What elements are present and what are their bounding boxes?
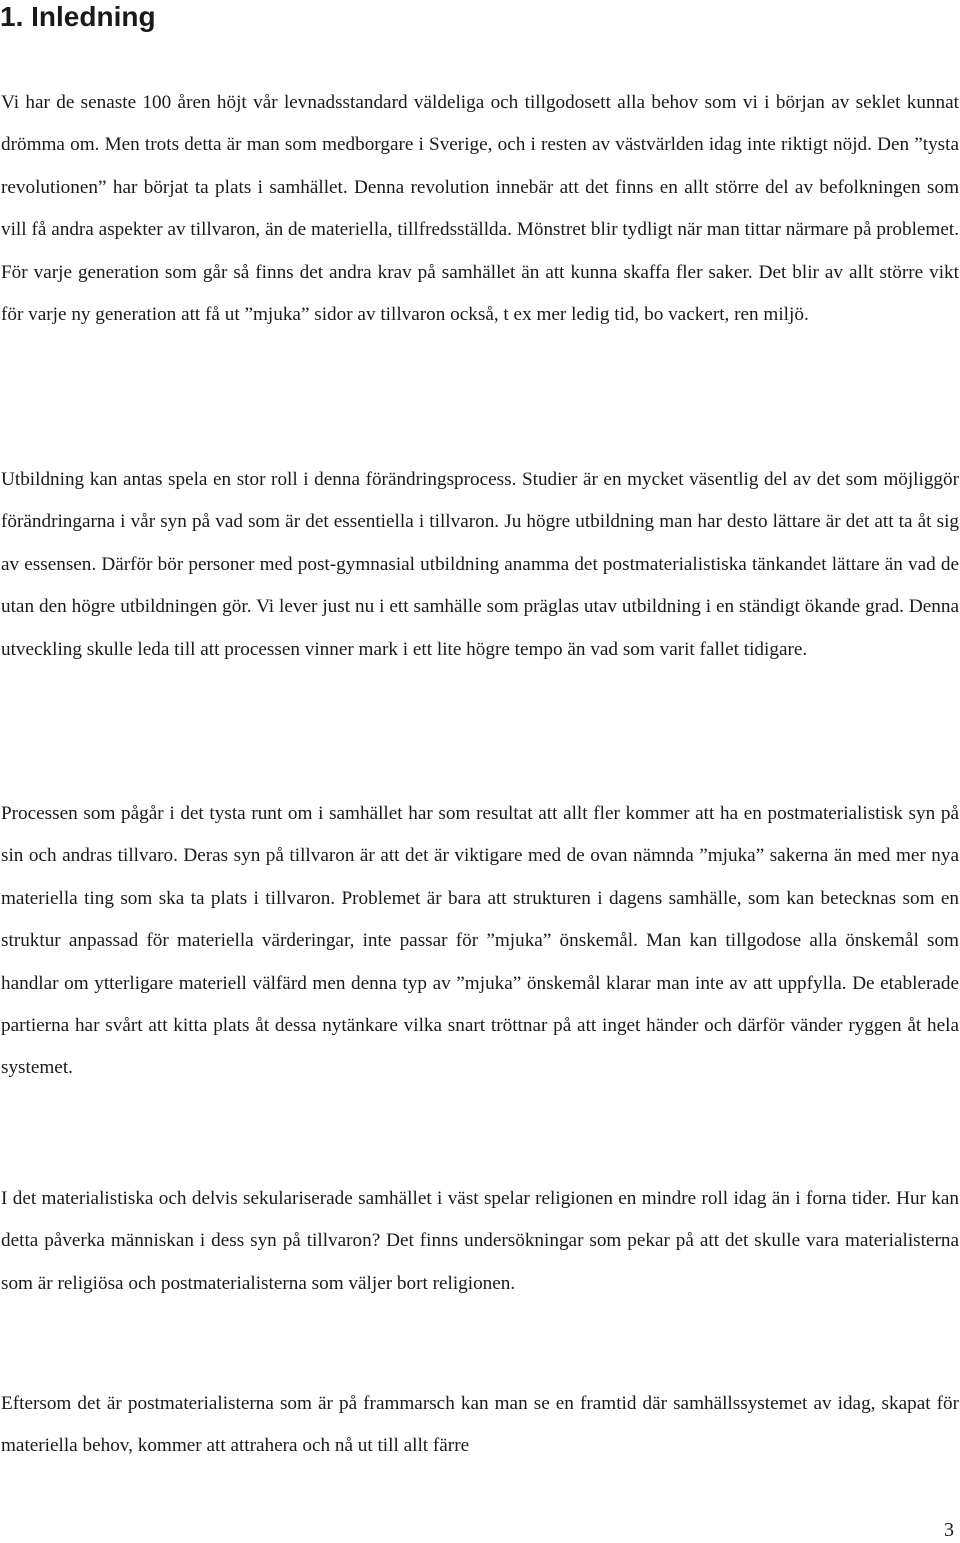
paragraph-introduction: Vi har de senaste 100 åren höjt vår levnadsstandard väldeliga och tillgodosett alla behov som vi i början av seklet kunnat drömma om. Men trots detta är man som medborgare i Sverige, och i resten av västvärlden idag inte riktigt nöjd. Den ”tysta revolutionen” har börjat ta plats i samhället. Denna revolution innebär att det finns en allt större del av befolkningen som vill få andra aspekter av tillvaron, än de materiella, tillfredsställda. Mönstret blir tydligt när man tittar närmare på problemet. För varje generation som går så finns det andra krav på samhället än att kunna skaffa fler saker. Det blir av allt större vikt för varje ny generation att få ut ”mjuka” sidor av tillvaron också, t ex mer ledig tid, bo vackert, ren miljö. [1,92,959,326]
paragraph-education: Utbildning kan antas spela en stor roll i denna förändringsprocess. Studier är en mycket väsentlig del av det som möjliggör förändringarna i vår syn på vad som är det essentiella i tillvaron. Ju högre utbildning man har desto lättare är det att ta åt sig av essensen. Därför bör personer med post-gymnasial utbildning anamma det postmaterialistiska tänkandet lättare än vad de utan den högre utbildningen gör. Vi lever just nu i ett samhälle som präglas utav utbildning i en ständigt ökande grad. Denna utveckling skulle leda till att processen vinner mark i ett lite högre tempo än vad som varit fallet tidigare. [1,469,959,660]
paragraph-future: Eftersom det är postmaterialisterna som är på frammarsch kan man se en framtid där samhällssystemet av idag, skapat för materiella behov, kommer att attrahera och nå ut till allt färre [1,1393,959,1457]
paragraph-process: Processen som pågår i det tysta runt om i samhället har som resultat att allt fler kommer att ha en postmaterialistisk syn på sin och andras tillvaro. Deras syn på tillvaron är att det är viktigare med de ovan nämnda ”mjuka” sakerna än med mer nya materiella ting som ska ta plats i tillvaron. Problemet är bara att strukturen i dagens samhälle, som kan betecknas som en struktur anpassad för materiella värderingar, inte passar för ”mjuka” önskemål. Man kan tillgodose alla önskemål som handlar om ytterligare materiell välfärd men denna typ av ”mjuka” önskemål klarar man inte av att uppfylla. De etablerade partierna har svårt att kitta plats åt dessa nytänkare vilka snart tröttnar på att inget händer och därför vänder ryggen åt hela systemet. [1,803,959,1079]
section-heading: 1. Inledning [0,1,156,32]
page-number: 3 [944,1519,954,1541]
paragraph-religion: I det materialistiska och delvis sekulariserade samhället i väst spelar religionen en mindre roll idag än i forna tider. Hur kan detta påverka människan i dess syn på tillvaron? Det finns undersökningar som pekar på att det skulle vara materialisterna som är religiösa och postmaterialisterna som väljer bort religionen. [1,1188,959,1294]
